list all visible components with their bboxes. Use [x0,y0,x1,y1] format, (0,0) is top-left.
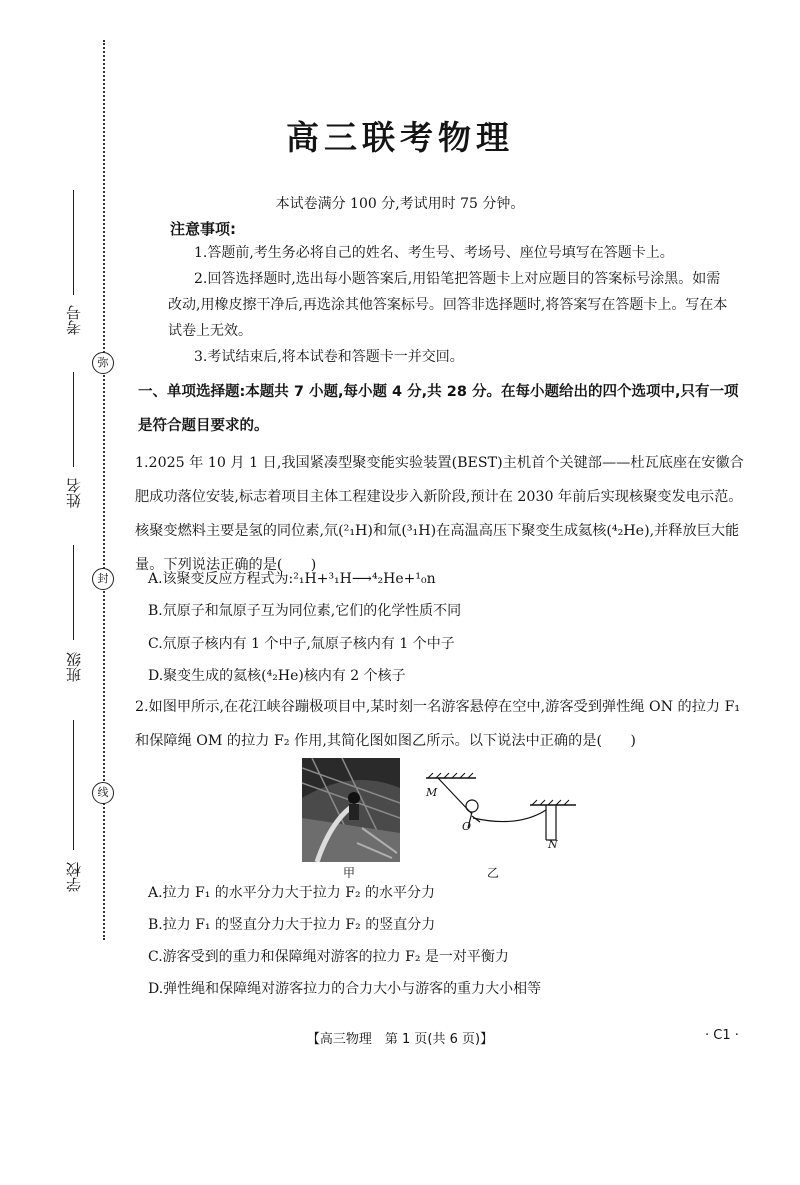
notice-heading: 注意事项: [170,220,236,238]
question-1-option-a: A.该聚变反应方程式为:²₁H+³₁H⟶⁴₂He+¹₀n [148,571,436,587]
page-footer: 【高三物理 第 1 页(共 6 页)】 [306,1032,494,1047]
paper-code: · C1 · [705,1028,739,1043]
seal-mark-xian: 线 [92,782,114,804]
question-1-option-d: D.聚变生成的氦核(⁴₂He)核内有 2 个核子 [148,668,406,684]
name-line [73,372,74,467]
bungee-photo [302,758,400,862]
question-1-option-b: B.氘原子和氚原子互为同位素,它们的化学性质不同 [148,603,462,619]
seal-mark-feng: 封 [92,568,114,590]
diagram-label-n: N [548,838,558,851]
diagram-label-o: O [462,820,472,833]
question-1-text: 1.2025 年 10 月 1 日,我国紧凑型聚变能实验装置(BEST)主机首个关键部——杜瓦底座在安徽合肥成功落位安装,标志着项目主体工程建设步入新阶段,预计在 2030 年前后实现核聚变发电示范。核聚变燃料主要是氢的同位素,氘(²₁H)和氚(³₁H)在高温高压下聚变生成氦核(⁴₂He),并释放巨大能量。下列说法正确的是( ) [135,455,744,573]
exam-info: 本试卷满分 100 分,考试用时 75 分钟。 [275,196,525,212]
school-label: 学校 [64,862,83,892]
name-label: 姓名 [64,478,83,508]
exam-number-field [58,305,88,339]
exam-title: 高三联考物理 [286,118,514,157]
question-2-option-b: B.拉力 F₁ 的竖直分力大于拉力 F₂ 的竖直分力 [148,917,436,933]
question-1-stem [135,446,745,582]
question-2-stem [135,690,745,758]
question-1-option-c: C.氘原子核内有 1 个中子,氚原子核内有 1 个中子 [148,636,455,652]
question-2-option-c: C.游客受到的重力和保障绳对游客的拉力 F₂ 是一对平衡力 [148,949,509,965]
seal-mark-mi: 弥 [92,352,114,374]
question-2-option-a: A.拉力 F₁ 的水平分力大于拉力 F₂ 的水平分力 [148,885,436,901]
notice-item-3: 3.考试结束后,将本试卷和答题卡一并交回。 [194,349,464,365]
class-field [58,652,88,686]
school-field [58,862,88,896]
figure-a-caption: 甲 [343,866,356,880]
school-line [73,720,74,850]
notice-block [168,240,728,370]
question-2-option-d: D.弹性绳和保障绳对游客拉力的合力大小与游客的重力大小相等 [148,981,542,997]
class-label: 班级 [64,652,83,682]
class-line [73,545,74,640]
figure-b-caption: 乙 [487,866,500,880]
section-heading: 一、单项选择题:本题共 7 小题,每小题 4 分,共 28 分。在每小题给出的四个选项中,只有一项是符合题目要求的。 [138,384,739,434]
name-field [58,478,88,512]
notice-item-2: 2.回答选择题时,选出每小题答案后,用铅笔把答题卡上对应题目的答案标号涂黑。如需改动,用橡皮擦干净后,再选涂其他答案标号。回答非选择题时,将答案写在答题卡上。写在本试卷上无效。 [168,271,728,339]
diagram-label-m: M [426,786,438,799]
notice-item-1: 1.答题前,考生务必将自己的姓名、考生号、考场号、座位号填写在答题卡上。 [194,245,674,261]
question-2-text: 2.如图甲所示,在花江峡谷蹦极项目中,某时刻一名游客悬停在空中,游客受到弹性绳 ON 的拉力 F₁ 和保障绳 OM 的拉力 F₂ 作用,其简化图如图乙所示。以下说法中正确的是( ) [135,699,741,749]
binding-dotted-line [103,40,105,940]
exam-number-label: 考号 [64,305,83,335]
